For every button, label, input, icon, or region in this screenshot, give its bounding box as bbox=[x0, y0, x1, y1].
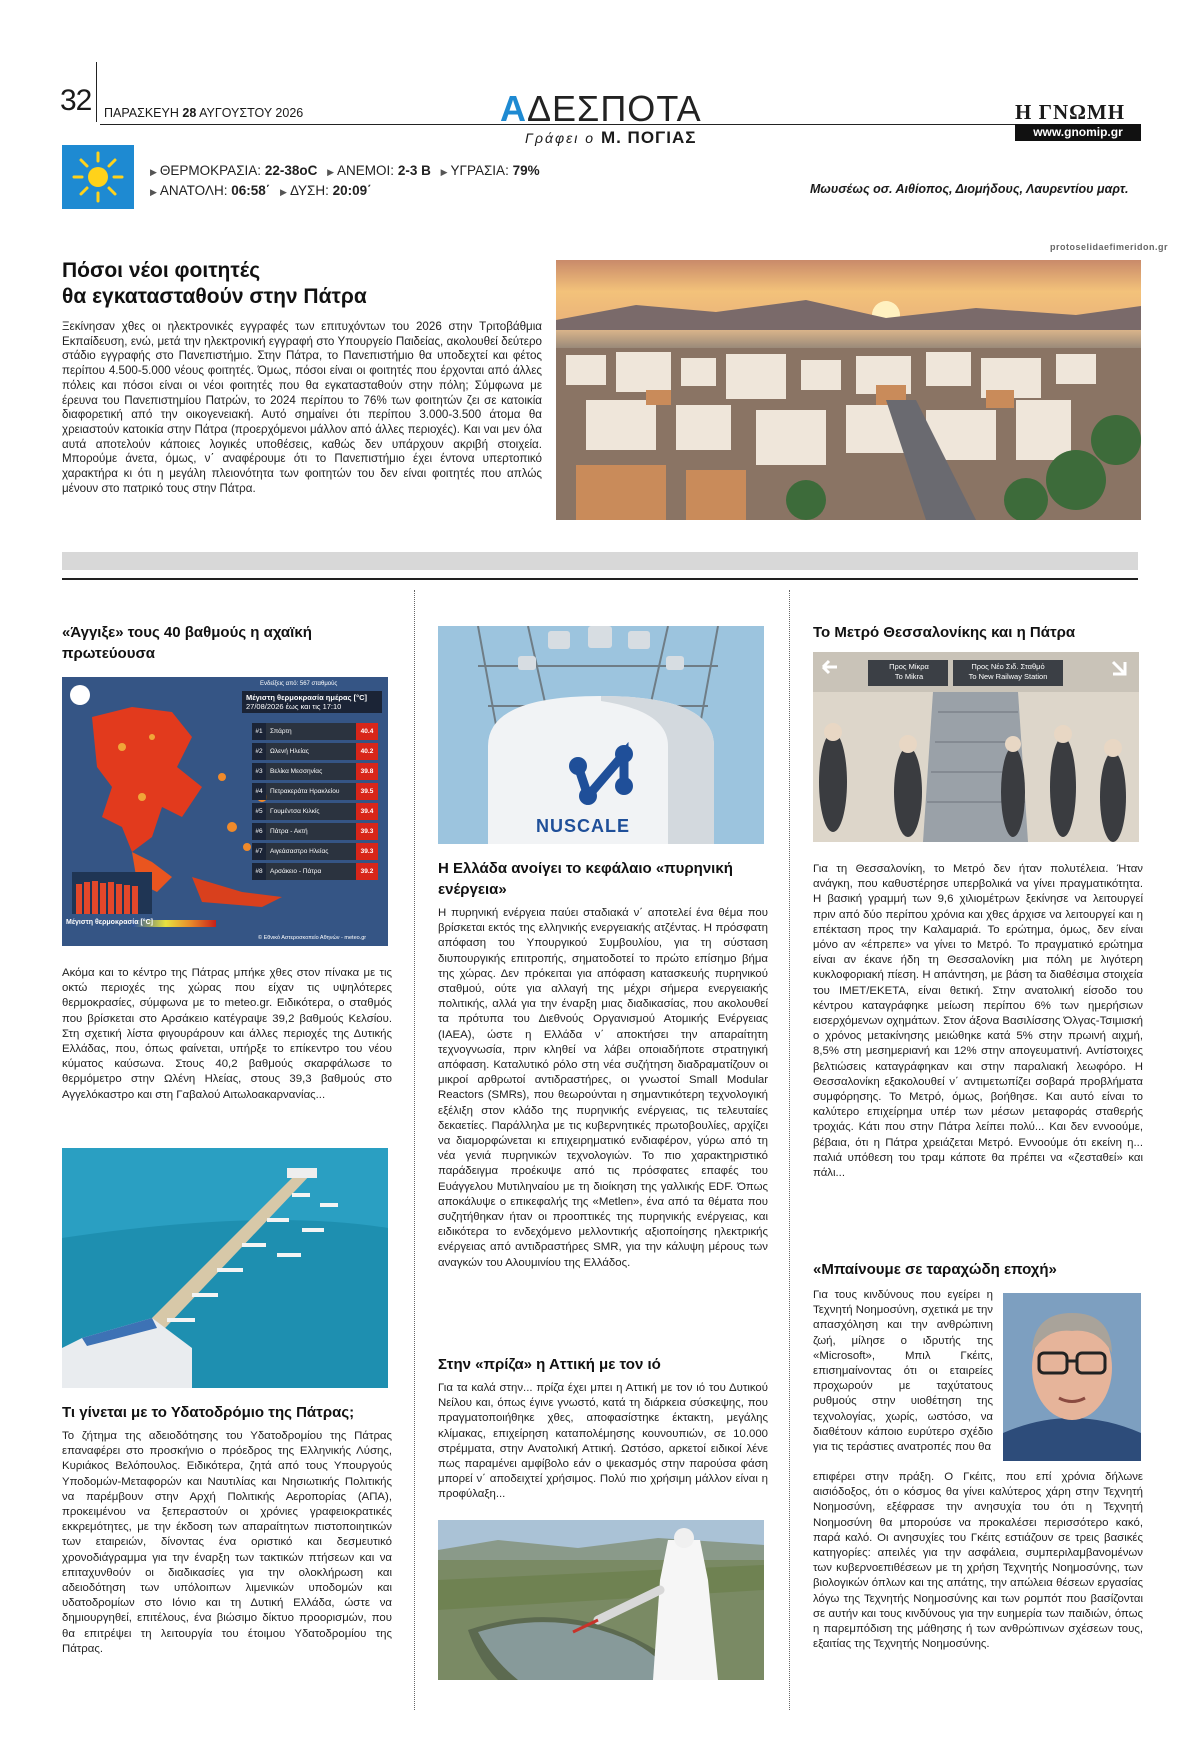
map-ranking-row bbox=[252, 783, 378, 800]
rank-value: 40.2 bbox=[356, 743, 378, 760]
rank-number: #3 bbox=[252, 763, 266, 780]
rank-value: 39.3 bbox=[356, 823, 378, 840]
rank-station: Πετρακεράτα Ηρακλείου bbox=[266, 783, 356, 800]
map-ranking-row bbox=[252, 843, 378, 860]
ai-article bbox=[813, 1259, 1143, 1280]
map-ranking-row bbox=[252, 763, 378, 780]
name-days: Μωυσέως οσ. Αιθίοπος, Διομήδους, Λαυρεντίου μαρτ. bbox=[810, 182, 1129, 196]
ai-body-bottom: επιφέρει στην πράξη. Ο Γκέιτς, που επί χρόνια δήλωνε αισιόδοξος, ότι ο κόσμος θα γίνει καλύτερος χάρη στην Τεχνητή Νοημοσύνη, εξέφρασε την ανησυχία του ότι η Τεχνητή Νοημοσύνη θα μπορούσε να προκαλέσει περισσότερο κακό, παρά καλό. Οι ανησυχίες του Γκέιτς εστιάζουν σε τρεις βασικές κατηγορίες: απειλές για την ασφάλεια, συμπεριλαμβανομένων των κυβερνοεπιθέσεων με τη χρήση Τεχνητής Νοημοσύνης, των βιολογικών όπλων και της απάτης, την απώλεια θέσεων εργασίας λόγω της Τεχνητής Νοημοσύνης και των ρομπότ που βασίζονται σε αυτήν και τους κινδύνους για την ευημερία των παιδιών, όπως η παρεμπόδιση της μάθησης ή των ανθρώπινων σχέσεων τους, εξαιτίας της Τεχνητής Νοημοσύνης. bbox=[813, 1471, 1143, 1651]
nuclear-title: Η Ελλάδα ανοίγει το κεφάλαιο «πυρηνική ενέργεια» bbox=[438, 860, 733, 898]
rank-number: #6 bbox=[252, 823, 266, 840]
seaplane-title: Τι γίνεται με το Υδατοδρόμιο της Πάτρας; bbox=[62, 1404, 355, 1421]
sign-to-railway-en: To New Railway Station bbox=[968, 672, 1048, 681]
section-title bbox=[500, 88, 702, 130]
rank-value: 39.4 bbox=[356, 803, 378, 820]
metro-body: Για τη Θεσσαλονίκη, το Μετρό δεν ήταν πολυτέλεια. Ήταν ανάγκη, που καθυστέρησε υπερβολικά να γίνει πραγματικότητα. Η βασική γραμμή των 9,6 χιλιομέτρων ξεκίνησε να λειτουργεί πριν από δύο περίπου χρόνια και χθες άρχισε να λειτουργεί και η επέκταση προς την Καλαμαριά. Το ερώτημα, όμως, δεν είναι μόνο αν «έπρεπε» να γίνει το Μετρό. Το πραγματικό ερώτημα είναι αν έκανε ήδη τη Θεσσαλονίκη μια πόλη με λιγότερη κυκλοφοριακή πίεση. Η απάντηση, με βάση τα διαθέσιμα στοιχεία του ΙΜΕΤ/ΕΚΕΤΑ, είναι θετική. Στην ανατολική είσοδο του κέντρου καταγράφηκε μείωση περίπου 6% των ημερήσιων εισερχόμενων οχημάτων. Στον άξονα Βασιλίσσης Όλγας-Τσιμισκή ο χρόνος μετακίνησης μειώθηκε κατά 5% στην πρωινή αιχμή, 8,5% στη μεσημεριανή και 12% στην απογευματινή. Αντίστοιχες βελτιώσεις καταγράφηκαν και στην παραλιακή λεωφόρο. Η Θεσσαλονίκη εξακολουθεί ν΄ αντιμετωπίζει σοβαρά προβλήματα συμφόρησης. Το Μετρό, όμως, βοήθησε. Και αυτό είναι το καλύτερο επιχείρημα υπέρ των μέσων μεταφοράς σταθερής τροχιάς. Κάτι που στην Πάτρα λείπει πολύ... Και δεν εννοούμε, βέβαια, ότι η Πάτρα χρειάζεται Μετρό. Εννοούμε ότι εκείνη η... παλιά υπόθεση του τραμ κάποτε θα πρέπει να «ζεσταθεί» και πάλι... bbox=[813, 863, 1143, 1180]
sign-to-mikra bbox=[873, 662, 945, 682]
seaplane-body: Το ζήτημα της αδειοδότησης του Υδατοδρομίου της Πάτρας επαναφέρει στο προσκήνιο ο πρόεδρος της Ελληνικής Λύσης, Κυριάκος Βελόπουλος. Ειδικότερα, ζητά από τους Υπουργούς Υποδομών-Μεταφορών και Ναυτιλίας και Νησιωτικής Πολιτικής να παρέμβουν στην Αρχή Πολιτικής Αεροπορίας (ΑΠΑ), προκειμένου να ξεπεραστούν οι χρόνιες γραφειοκρατικές εκκρεμότητες, με την έκδοση των απαραίτητων πιστοποιητικών των εταιρειών, δίνοντας ένα οριστικό και δεσμευτικό χρονοδιάγραμμα για την έναρξη των τακτικών πτήσεων και να επιταχυνθούν οι διαδικασίες για την ολοκλήρωση και αδειοδότηση των υπόλοιπων λιμενικών υποδομών και υδατοδρομίων στο Ιόνιο και τη Δυτική Ελλάδα, ώστε να δημιουργηθεί, επιτέλους, ένα βιώσιμο δίκτυο προορισμών, που θα επιτρέψει τη λειτουργία του έτοιμου Υδατοδρομίου της Πάτρας. bbox=[62, 1430, 392, 1655]
rank-value: 39.5 bbox=[356, 783, 378, 800]
sun-icon bbox=[62, 145, 134, 209]
bill-gates-photo bbox=[1003, 1293, 1141, 1461]
temp-value: 22-38oC bbox=[264, 163, 318, 178]
virus-article bbox=[438, 1354, 768, 1503]
rank-number: #5 bbox=[252, 803, 266, 820]
weather-row-1: ▶ ΘΕΡΜΟΚΡΑΣΙΑ: 22-38oC ▶ ΑΝΕΜΟΙ: 2-3 Β ▶ ΥΓΡΑΣΙΑ: 79% bbox=[150, 163, 540, 178]
lead-body: Ξεκίνησαν χθες οι ηλεκτρονικές εγγραφές των επιτυχόντων του 2026 στην Τριτοβάθμια Εκπαίδευση, ενώ, μετά την ηλεκτρονική εγγραφή στο Υπουργείο Παιδείας, ακολουθεί δεύτερο στάδιο εγγραφής στο Πανεπιστήμιο. Στην Πάτρα, το Πανεπιστήμιο θα υποδεχτεί και φέτος περίπου 4.500-5.000 νέους φοιτητές. Όμως, πόσοι είναι οι φοιτητές που έρχονται από άλλες πόλεις και πόσοι είναι οι νέοι φοιτητές που θα εγκατασταθούν στην πόλη; Σύμφωνα με έρευνα του Πανεπιστημίου Πατρών, το 2024 περίπου το 76% των φοιτητών ζει σε κατοικία διαφορετική από την οικογενειακή. Αυτό σημαίνει ότι περίπου 3.000-3.500 άτομα θα χρειαστούν κατοικία στην Πάτρα (προερχόμενοι μάλλον από άλλες περιοχές). Και ναι μεν όλα αυτά αποτελούν κάποιες λογικές υποθέσεις, καθώς δεν υπάρχουν ακριβή στοιχεία. Μπορούμε άνετα, όμως, ν΄ αναφέρουμε ότι το Πανεπιστήμιο έχει έντονα υπερτοπικό χαρακτήρα κι ότι η μεγάλη πλειονότητα των φοιτητών του δεν είναι φοιτητές που απλώς μένουν στο πατρικό τους στην Πάτρα. bbox=[62, 320, 542, 495]
rank-value: 39.3 bbox=[356, 843, 378, 860]
map-credit: © Εθνικό Αστεροσκοπείο Αθηνών - meteo.gr bbox=[258, 935, 367, 941]
byline bbox=[525, 128, 696, 148]
virus-title: Στην «πρίζα» η Αττική με τον ιό bbox=[438, 1356, 661, 1373]
section-title-rest: ΔΕΣΠΟΤΑ bbox=[527, 88, 702, 129]
lead-title bbox=[62, 258, 542, 310]
rank-station: Γουμέντσα Κιλκίς bbox=[266, 803, 356, 820]
byline-name: Μ. ΠΟΓΙΑΣ bbox=[600, 128, 697, 147]
heat-article bbox=[62, 622, 392, 664]
rank-station: Αιγεάσαστρο Ηλείας bbox=[266, 843, 356, 860]
heat-body: Ακόμα και το κέντρο της Πάτρας μπήκε χθες στον πίνακα με τις οκτώ περιοχές της χώρας που είχαν τις υψηλότερες θερμοκρασίες, σύμφωνα με το meteo.gr. Ειδικότερα, ο σταθμός που βρίσκεται στο Αρσάκειο κατέγραψε 39,2 βαθμούς Κελσίου. Στη σχετική λίστα φιγουράρουν και άλλες περιοχές της Δυτικής Ελλάδας, που, όπως φαίνεται, υπήρξε το επίκεντρο του νέου κύματος καύσωνα. Στους 40,2 βαθμούς σκαρφάλωσε το θερμόμετρο στην Ωλένη Ηλείας, στους 39,3 βαθμούς στο Αγγελόκαστρο και στη Γαβαλού Αιτωλοακαρνανίας... bbox=[62, 967, 392, 1101]
map-header-title: Μέγιστη θερμοκρασία ημέρας [°C] bbox=[246, 693, 367, 702]
wind-label: ΑΝΕΜΟΙ: bbox=[337, 163, 395, 178]
newspaper-logo: Η ΓΝΩΜΗ bbox=[1015, 100, 1126, 124]
humidity-value: 79% bbox=[512, 163, 540, 178]
map-header-period: 27/08/2026 έως και τις 17:10 bbox=[246, 702, 342, 711]
watermark: protoselidaefimeridon.gr bbox=[1050, 242, 1169, 252]
sign-to-mikra-en: To Mikra bbox=[894, 672, 924, 681]
heat-map bbox=[62, 677, 388, 946]
rank-station: Σπάρτη bbox=[266, 723, 356, 740]
rank-number: #4 bbox=[252, 783, 266, 800]
rank-station: Πάτρα - Ακτή bbox=[266, 823, 356, 840]
heat-title: «Άγγιξε» τους 40 βαθμούς η αχαϊκή πρωτεύουσα bbox=[62, 624, 312, 662]
map-header bbox=[242, 691, 382, 713]
sunset-value: 20:09΄ bbox=[332, 183, 372, 198]
rank-number: #1 bbox=[252, 723, 266, 740]
patras-city-photo bbox=[556, 260, 1141, 520]
lead-article bbox=[62, 258, 542, 496]
section-rule bbox=[62, 578, 1138, 580]
map-ranking bbox=[252, 723, 378, 883]
metro-station-photo bbox=[813, 652, 1139, 842]
map-legend-title: Μέγιστη θερμοκρασία [°C] bbox=[66, 919, 153, 926]
section-title-initial: Α bbox=[500, 88, 527, 129]
map-ranking-row bbox=[252, 723, 378, 740]
header-divider bbox=[96, 62, 97, 122]
seaplane-port-photo bbox=[62, 1148, 388, 1388]
rank-number: #7 bbox=[252, 843, 266, 860]
mosquito-spraying-photo bbox=[438, 1520, 764, 1680]
nuscale-reactor-photo bbox=[438, 626, 764, 844]
date-day: ΠΑΡΑΣΚΕΥΗ bbox=[104, 106, 179, 120]
rank-number: #2 bbox=[252, 743, 266, 760]
sunrise-label: ΑΝΑΤΟΛΗ: bbox=[159, 183, 228, 198]
rank-number: #8 bbox=[252, 863, 266, 880]
column-separator-2 bbox=[789, 590, 790, 1710]
sign-to-railway bbox=[956, 662, 1060, 682]
rank-value: 39.8 bbox=[356, 763, 378, 780]
rank-value: 39.2 bbox=[356, 863, 378, 880]
map-ranking-row bbox=[252, 823, 378, 840]
section-divider-bar bbox=[62, 552, 1138, 570]
humidity-label: ΥΓΡΑΣΙΑ: bbox=[450, 163, 509, 178]
date-month-year: ΑΥΓΟΥΣΤΟΥ 2026 bbox=[199, 106, 304, 120]
sunrise-value: 06:58΄ bbox=[231, 183, 271, 198]
wind-value: 2-3 Β bbox=[397, 163, 431, 178]
weather-row-2: ▶ ΑΝΑΤΟΛΗ: 06:58΄ ▶ ΔΥΣΗ: 20:09΄ bbox=[150, 183, 372, 198]
rank-station: Βελίκα Μεσσηνίας bbox=[266, 763, 356, 780]
rank-value: 40.4 bbox=[356, 723, 378, 740]
page-number: 32 bbox=[60, 84, 92, 117]
seaplane-article bbox=[62, 1402, 392, 1657]
byline-prefix: Γράφει ο bbox=[525, 130, 596, 146]
date-number: 28 bbox=[182, 106, 197, 120]
sign-to-mikra-gr: Προς Μίκρα bbox=[889, 662, 929, 671]
map-ranking-row bbox=[252, 863, 378, 880]
rank-station: Ωλενή Ηλείας bbox=[266, 743, 356, 760]
issue-date bbox=[104, 106, 303, 120]
ai-title: «Μπαίνουμε σε ταραχώδη εποχή» bbox=[813, 1261, 1057, 1278]
map-ranking-row bbox=[252, 743, 378, 760]
ai-body-top: Για τους κινδύνους που εγείρει η Τεχνητή Νοημοσύνη, σχετικά με την απασχόληση και την ανθρώπινη ζωή, μίλησε ο ιδρυτής της «Microsoft», Μπιλ Γκέιτς, επισημαίνοντας ότι οι εταιρείες προχωρούν με ταχύτατους ρυθμούς στην υιοθέτηση της τεχνολογίας, χωρίς, ωστόσο, να διαθέτουν κάποιο ευρύτερο σχέδιο για τις τεράστιες ανατροπές που θα bbox=[813, 1289, 993, 1454]
metro-article-head bbox=[813, 622, 1143, 643]
sign-to-railway-gr: Προς Νέο Σιδ. Σταθμό bbox=[971, 662, 1045, 671]
map-stations-note: Ενδείξεις από: 567 σταθμούς bbox=[260, 681, 338, 687]
virus-body: Για τα καλά στην... πρίζα έχει μπει η Αττική με τον ιό του Δυτικού Νείλου και, όπως έγινε γνωστό, κατά τη διάρκεια σύσκεψης, που πραγματοποιήθηκε χθες, αποφασίστηκε έκτακτη, μεγάλης κλίμακας, επιχείρηση καταπολέμησης κουνουπιών, σε 10.000 στρέμματα, στην Ανατολική Αττική. Ωστόσο, αρκετοί ειδικοί λένε πως παραμένει αμφίβολο εάν ο ψεκασμός στην παρούσα φάση μπορεί ν΄ αποδειχτεί χρήσιμος. Πολύ πιο χρήσιμη μάλλον είναι η προφύλαξη... bbox=[438, 1382, 768, 1501]
newspaper-site[interactable]: www.gnomip.gr bbox=[1015, 124, 1141, 141]
column-separator-1 bbox=[414, 590, 415, 1710]
lead-title-line1: Πόσοι νέοι φοιτητές bbox=[62, 259, 261, 282]
nuclear-article bbox=[438, 858, 768, 1271]
temp-label: ΘΕΡΜΟΚΡΑΣΙΑ: bbox=[159, 163, 262, 178]
metro-title: Το Μετρό Θεσσαλονίκης και η Πάτρα bbox=[813, 624, 1076, 641]
map-ranking-row bbox=[252, 803, 378, 820]
lead-title-line2: θα εγκατασταθούν στην Πάτρα bbox=[62, 285, 367, 308]
sunset-label: ΔΥΣΗ: bbox=[289, 183, 329, 198]
rank-station: Αρσάκειο - Πάτρα bbox=[266, 863, 356, 880]
nuscale-brand: NUSCALE bbox=[536, 816, 631, 836]
nuclear-body: Η πυρηνική ενέργεια παύει σταδιακά ν΄ αποτελεί ένα θέμα που βρίσκεται εκτός της ελληνικής ενεργειακής ατζέντας. Η πρόσφατη απόφαση του Υπουργικού Συμβουλίου, για τη σύσταση διυπουργικής επιτροπής, σηματοδοτεί το πρώτο επίσημο βήμα της χώρας. Δεν πρόκειται για απόφαση κατασκευής πυρηνικού σταθμού, ούτε για αλλαγή της μέχρι σήμερα ενεργειακής πολιτικής, αλλά για την έναρξη μιας διαδικασίας, που ακολουθεί τα πρότυπα του Διεθνούς Οργανισμού Ατομικής Ενέργειας (IAEA), ώστε η Ελλάδα ν΄ αποκτήσει την απαραίτητη τεχνογνωσία, πριν κληθεί να λάβει οποιαδήποτε στρατηγική απόφαση. Καταλυτικό ρόλο στη νέα συζήτηση διαδραματίζουν οι μικροί αρθρωτοί αντιδραστήρες, οι γνωστοί Small Modular Reactors (SMRs), που θεωρούνται η σημαντικότερη τεχνολογική εξέλιξη στον κλάδο της πυρηνικής ενέργειας, τις τελευταίες δεκαετίες. Παράλληλα με τις κυβερνητικές πρωτοβουλίες, αρχίζει να διαμορφώνεται κι επιχειρηματικό ενδιαφέρον, γύρω από τη νέα γενιά πυρηνικών τεχνολογιών. Το πιο χαρακτηριστικό παράδειγμα προέκυψε από τις πρόσφατες επαφές του Ευάγγελου Μυτιληναίου με τη διοίκηση της γαλλικής EDF. Όπως αποκάλυψε ο επικεφαλής της «Metlen», ένα από τα θέματα που συζητήθηκαν ήταν οι προοπτικές της πυρηνικής ενέργειας, και ειδικότερα το ενδεχόμενο μελλοντικής αξιοποίησης ηλεκτρικής ενέργειας από αντιδραστήρες SMR, για την κάλυψη μέρους των αναγκών του Αλουμινίου της Ελλάδος. bbox=[438, 907, 768, 1269]
